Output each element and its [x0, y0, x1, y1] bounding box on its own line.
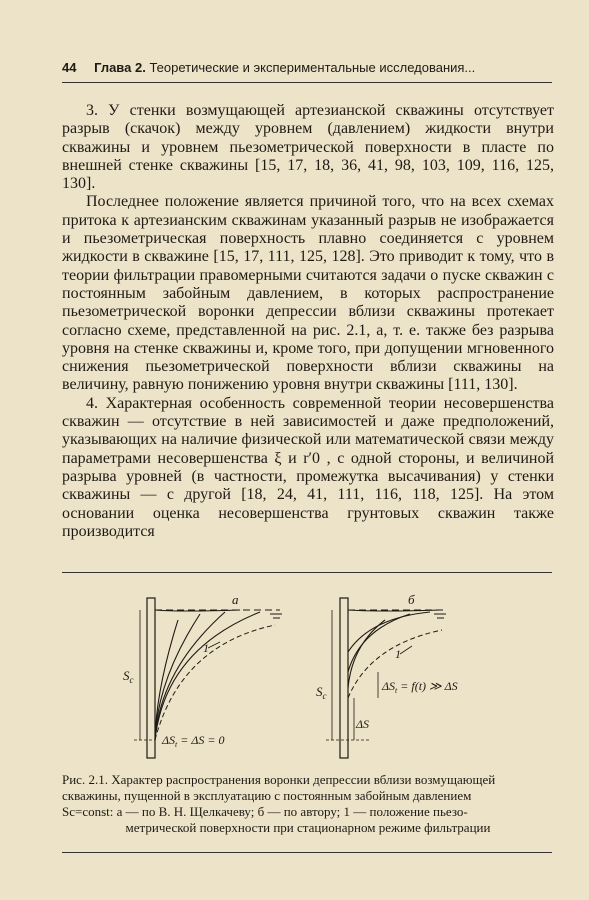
- figure-2-1: [120, 590, 458, 770]
- panel-a: [123, 592, 282, 758]
- caption-line-3: Sc=const: а — по В. Н. Щелкачеву; б — по автору; 1 — положение пьезо-: [62, 804, 468, 819]
- panel-b: [316, 592, 458, 758]
- delta-s-label: ΔS: [356, 717, 370, 731]
- panel-a-label: а: [232, 592, 239, 607]
- footer-rule: [62, 852, 552, 853]
- sc-label-a: $S_c$: [123, 668, 134, 685]
- well-pipe-b: [340, 598, 348, 758]
- figure-caption: [62, 772, 554, 836]
- chapter-label: Глава 2.: [94, 60, 146, 75]
- chapter-title: Теоретические и экспериментальные исследования...: [149, 60, 476, 75]
- body-text: [62, 102, 554, 541]
- well-pipe-a: [147, 598, 155, 758]
- depression-curve-a4: [155, 614, 200, 740]
- curve-label-b: 1: [395, 647, 401, 661]
- curve-label-a: 1: [203, 641, 209, 655]
- page-number: 44: [62, 60, 77, 75]
- depression-curve-b4: [348, 620, 385, 688]
- sc-label-b: $S_c$: [316, 684, 327, 701]
- caption-line-1: Рис. 2.1. Характер распространения воронки депрессии вблизи возмущающей: [62, 772, 496, 787]
- depression-curve-a2: [155, 612, 260, 740]
- annotation-b: $\Delta S_t = f(t)$ ≫ ΔS: [382, 679, 458, 695]
- paragraph-4: 4. Характерная особенность современной теории несовершенства скважин — отсутствие в ней зависимостей и даже предположений, указывающих на наличие физической или математической связи между параметрами несовершенства ξ и r′0 , с одной стороны, и величиной разрыва уровней (в частности, промежутка высачивания) у стенки скважины — с другой [18, 24, 41, 111, 116, 118, 125]. На этом основании оценка несовершенства грунтовых скважин также производится: [62, 394, 554, 540]
- panel-b-label: б: [408, 592, 415, 607]
- figure-top-rule: [62, 572, 552, 573]
- paragraph-consequence: Последнее положение является причиной того, что на всех схемах притока к артезианским скважинам указанный разрыв не изображается и пьезометрическая поверхность плавно соединяется с уровнем жидкости в скважине [15, 17, 111, 125, 128]. Это приводит к тому, что в теории фильтрации правомерными считаются задачи о пуске скважин с постоянным забойным давлением, в которых распространение пьезометрической воронки депрессии вблизи скважины протекает согласно схеме, представленной на рис. 2.1, а, т. е. также без разрыва уровня на стенке скважины и, кроме того, при допущении мгновенного снижения пьезометрической поверхности вблизи скважины на величину, равную понижению уровня внутри скважины [111, 130].: [62, 193, 554, 394]
- annotation-a: $\Delta S_t = \Delta S = 0$: [162, 733, 225, 749]
- caption-line-4: метрической поверхности при стационарном режиме фильтрации: [125, 820, 491, 835]
- depression-curve-b3: [348, 614, 410, 672]
- caption-line-2: скважины, пущенной в эксплуатацию с постоянным забойным давлением: [62, 788, 472, 803]
- paragraph-3: 3. У стенки возмущающей артезианской скважины отсутствует разрыв (скачок) между уровнем (давлением) жидкости внутри скважины и уровнем пьезометрической поверхности в пласте по внешней стенке скважины [15, 17, 18, 36, 41, 98, 103, 109, 116, 125, 130].: [62, 102, 554, 193]
- header-rule: [62, 82, 552, 83]
- running-header: [62, 60, 552, 75]
